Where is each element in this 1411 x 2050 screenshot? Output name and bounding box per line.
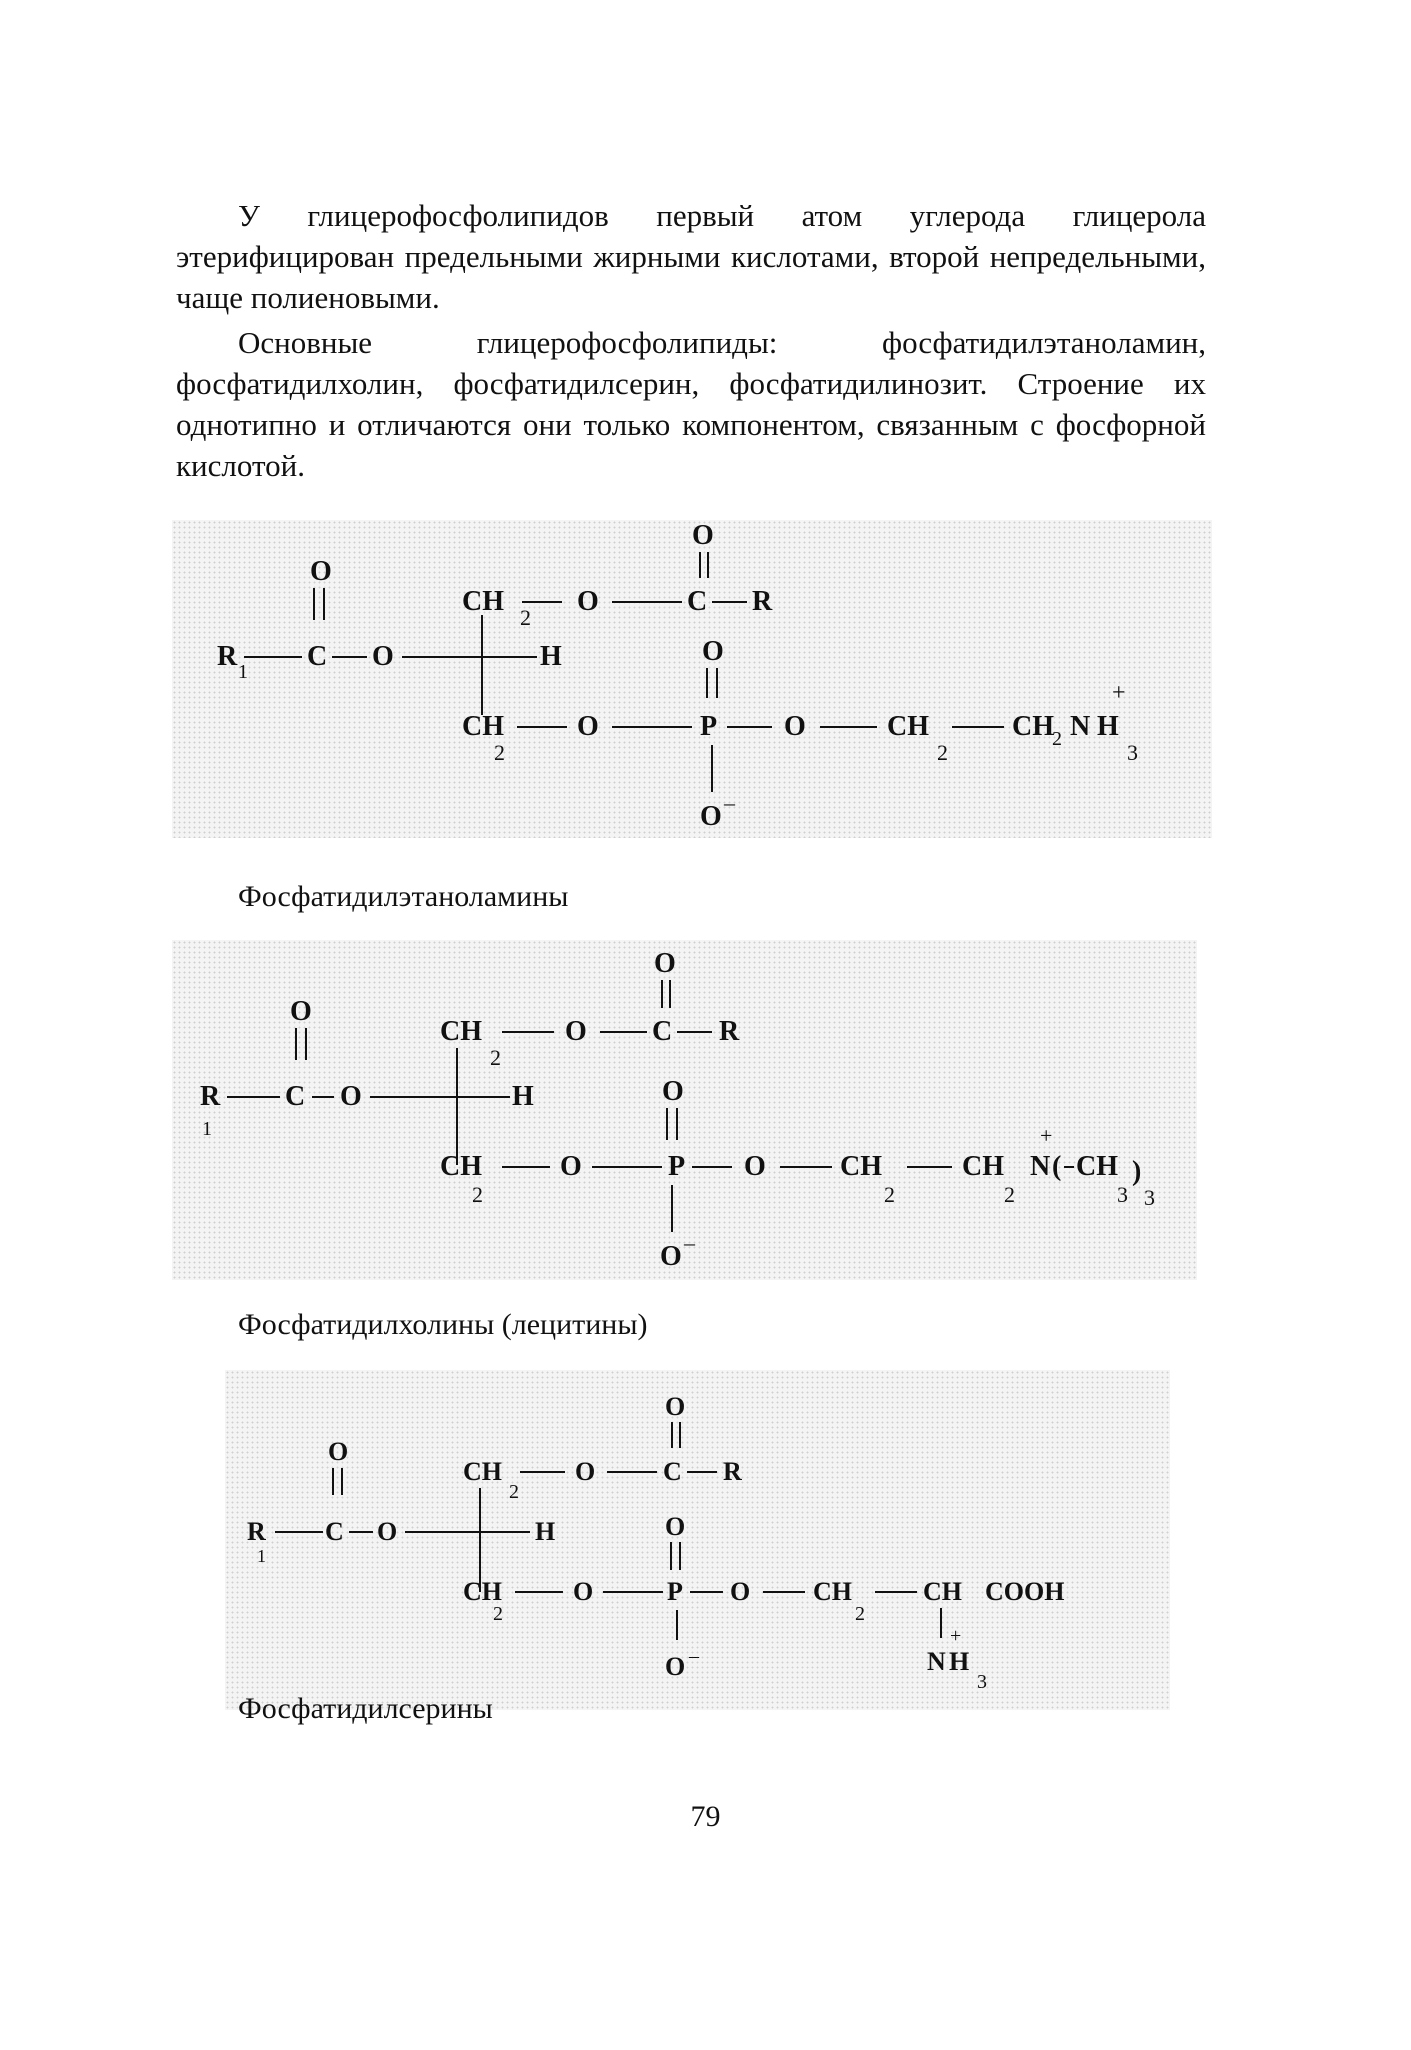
subscript: 3 [1127, 740, 1138, 765]
atom-n: N [927, 1647, 946, 1676]
atom-h: H [512, 1081, 534, 1112]
atom-r: R [723, 1457, 742, 1486]
atom-ch: CH [440, 1016, 482, 1047]
atom-o: O [665, 1392, 686, 1421]
phosphatidylethanolamine-formula [172, 520, 1212, 838]
atom-o: O [340, 1081, 362, 1112]
atom-o-minus: O [700, 801, 722, 832]
atom-p: P [700, 711, 718, 742]
subscript: 2 [493, 1603, 503, 1625]
subscript: 2 [509, 1481, 519, 1503]
subscript: 2 [884, 1182, 895, 1207]
subscript: 1 [238, 661, 248, 683]
charge-plus: + [950, 1625, 962, 1647]
atom-o: O [328, 1437, 349, 1466]
atom-p: P [668, 1151, 686, 1182]
page-number: 79 [690, 1800, 721, 1833]
atom-c: C [687, 586, 708, 617]
paragraph-glycerophospholipid-esterification: У глицерофосфолипидов первый атом углерода глицерола этерифицирован предельными жирными кислотами, второй непредельными, чаще полиеновыми. [176, 198, 1206, 315]
atom-ch: CH [1012, 711, 1054, 742]
atom-ch: CH [962, 1151, 1004, 1182]
phosphatidylserine-formula [225, 1370, 1170, 1710]
atom-o: O [744, 1151, 766, 1182]
atom-c: C [663, 1457, 682, 1486]
charge-minus: – [724, 790, 735, 815]
paragraph-main-glycerophospholipids: Основные глицерофосфолипиды: фосфатидилэтаноламин, фосфатидилхолин, фосфатидилсерин, фосфатидилинозит. Строение их однотипно и отличаются они только компонентом, связанным с фосфорной кислотой. [176, 325, 1206, 483]
subscript: 2 [520, 605, 531, 630]
atom-ch: CH [813, 1577, 852, 1606]
atom-r: R [719, 1016, 740, 1047]
phosphatidylcholine-structure [172, 940, 1197, 1280]
phosphatidylcholine-formula [172, 940, 1197, 1280]
atom-h: H [540, 641, 562, 672]
atom-o: O [654, 948, 676, 979]
atom-ch: CH [463, 1457, 502, 1486]
atom-o: O [577, 586, 599, 617]
atom-o: O [577, 711, 599, 742]
subscript: 3 [1117, 1182, 1128, 1207]
subscript: 2 [1052, 728, 1062, 750]
atom-ch: CH [440, 1151, 482, 1182]
atom-o: O [702, 636, 724, 667]
atom-n: N [1030, 1151, 1051, 1182]
subscript: 3 [977, 1671, 987, 1693]
atom-ch: CH [462, 586, 504, 617]
atom-o: O [310, 556, 332, 587]
phosphatidylethanolamine-structure [172, 520, 1212, 838]
subscript: 1 [257, 1546, 266, 1566]
subscript: 2 [937, 740, 948, 765]
subscript: 3 [1144, 1185, 1155, 1210]
atom-o: O [730, 1577, 751, 1606]
atom-h: H [949, 1647, 970, 1676]
atom-c: C [652, 1016, 673, 1047]
subscript: 2 [494, 740, 505, 765]
atom-h: H [1097, 711, 1119, 742]
caption-phosphatidylethanolamines: Фосфатидилэтаноламины [238, 880, 569, 913]
serine-carboxyl: COOH [985, 1577, 1065, 1606]
atom-r1: R [247, 1517, 266, 1546]
subscript: 2 [472, 1182, 483, 1207]
atom-o: O [784, 711, 806, 742]
atom-o: O [575, 1457, 596, 1486]
atom-o: O [662, 1076, 684, 1107]
atom-r1: R [217, 641, 238, 672]
atom-c: C [285, 1081, 306, 1112]
atom-o: O [290, 996, 312, 1027]
atom-ch: CH [923, 1577, 962, 1606]
atom-o-minus: O [665, 1652, 686, 1681]
atom-o-minus: O [660, 1241, 682, 1272]
paren-open: ( [1052, 1151, 1062, 1182]
atom-ch: CH [1076, 1151, 1118, 1182]
atom-r: R [752, 586, 773, 617]
atom-ch: CH [463, 1577, 502, 1606]
phosphatidylserine-structure [225, 1370, 1170, 1710]
subscript: 2 [490, 1045, 501, 1070]
atom-r1: R [200, 1081, 221, 1112]
subscript: 1 [202, 1118, 212, 1140]
atom-o: O [565, 1016, 587, 1047]
charge-minus: – [689, 1645, 699, 1667]
atom-o: O [665, 1512, 686, 1541]
atom-ch: CH [887, 711, 929, 742]
atom-o: O [573, 1577, 594, 1606]
caption-phosphatidylcholines: Фосфатидилхолины (лецитины) [238, 1308, 648, 1341]
atom-o: O [377, 1517, 398, 1546]
subscript: 2 [1004, 1182, 1015, 1207]
atom-n: N [1070, 711, 1091, 742]
atom-h: H [535, 1517, 556, 1546]
charge-plus: + [1112, 680, 1126, 706]
atom-o: O [692, 520, 714, 551]
atom-ch: CH [462, 711, 504, 742]
charge-plus: + [1040, 1123, 1053, 1148]
atom-p: P [667, 1577, 683, 1606]
atom-c: C [307, 641, 328, 672]
caption-phosphatidylserines: Фосфатидилсерины [238, 1692, 493, 1725]
atom-o: O [560, 1151, 582, 1182]
subscript: 2 [855, 1603, 865, 1625]
paren-close: ) [1132, 1156, 1142, 1187]
atom-ch: CH [840, 1151, 882, 1182]
atom-o: O [372, 641, 394, 672]
charge-minus: – [684, 1230, 695, 1255]
atom-c: C [325, 1517, 344, 1546]
